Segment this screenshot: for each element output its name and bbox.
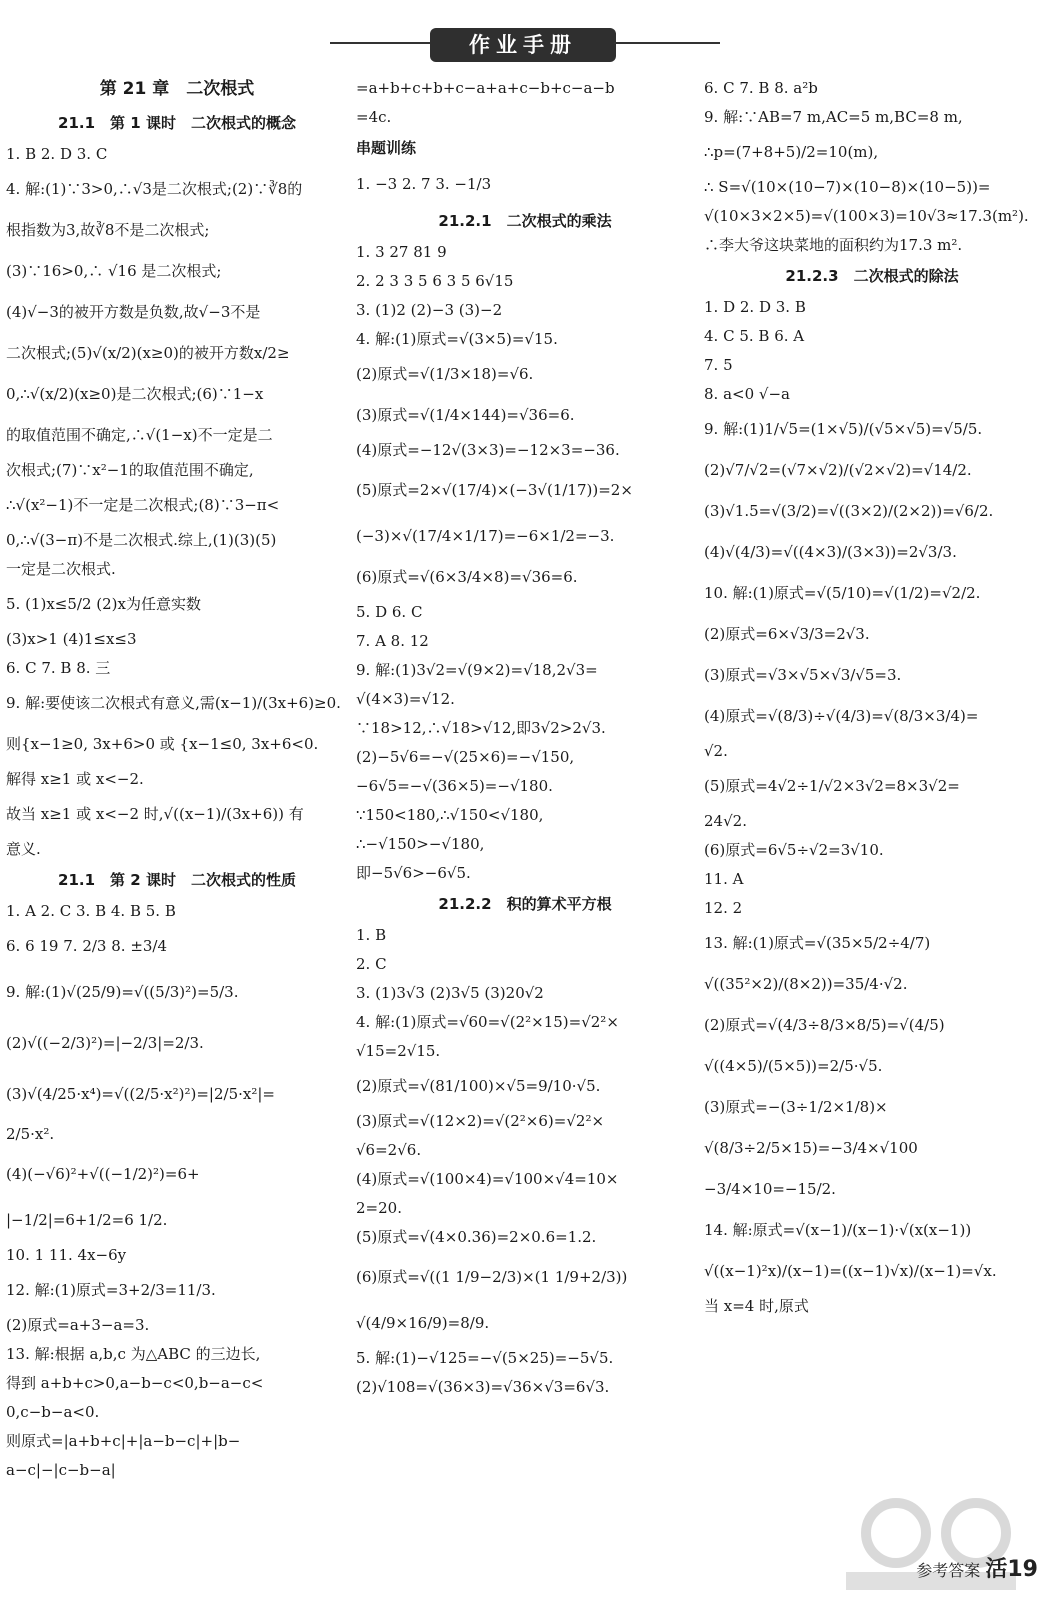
answer-line: 2. C [356,955,387,973]
answer-line: 10. 解:(1)原式=√(5/10)=√(1/2)=√2/2. [704,584,981,602]
answer-line: √((35²×2)/(8×2))=35/4·√2. [704,975,908,993]
answer-line: ∴p=(7+8+5)/2=10(m), [704,143,879,161]
answer-line: (3)原式=−(3÷1/2×1/8)× [704,1098,888,1116]
answer-line: 1. 3 27 81 9 [356,243,447,261]
answer-line: 根指数为3,故∛8不是二次根式; [6,221,210,239]
answer-line: 12. 解:(1)原式=3+2/3=11/3. [6,1281,216,1299]
column-1 [6,74,348,1485]
answer-line: 0,∴√(x/2)(x≥0)是二次根式;(6)∵1−x [6,385,264,403]
answer-line: ∴√(x²−1)不一定是二次根式;(8)∵3−π< [6,496,280,514]
answer-line: 7. A 8. 12 [356,632,429,650]
answer-line: (4)原式=−12√(3×3)=−12×3=−36. [356,441,620,459]
answer-line: 则{x−1≥0, 3x+6>0 或 {x−1≤0, 3x+6<0. [6,735,319,753]
answer-line: =4c. [356,108,392,126]
answer-line: (2)原式=√(1/3×18)=√6. [356,365,534,383]
answer-line: 10. 1 11. 4x−6y [6,1246,127,1264]
answer-line: 得到 a+b+c>0,a−b−c<0,b−a−c< [6,1374,264,1392]
answer-line: (3)∵16>0,∴ √16 是二次根式; [6,262,222,280]
section-heading: 21.2.3 二次根式的除法 [785,267,959,285]
answer-line: (2)√108=√(36×3)=√36×√3=6√3. [356,1378,610,1396]
answer-line: (4)√(4/3)=√((4×3)/(3×3))=2√3/3. [704,543,957,561]
answer-line: (3)√(4/25·x⁴)=√((2/5·x²)²)=|2/5·x²|= [6,1085,275,1103]
answer-line: ∵18>12,∴√18>√12,即3√2>2√3. [356,719,606,737]
answer-line: 12. 2 [704,899,743,917]
answer-line: −3/4×10=−15/2. [704,1180,836,1198]
answer-line: 2/5·x². [6,1125,55,1143]
answer-line: 即−5√6>−6√5. [356,864,471,882]
answer-line: 意义. [6,840,41,858]
answer-line: √(4/9×16/9)=8/9. [356,1314,490,1332]
answer-line: 则原式=|a+b+c|+|a−b−c|+|b− [6,1432,241,1450]
answer-line: 1. A 2. C 3. B 4. B 5. B [6,902,176,920]
banner-rule-right [614,42,720,44]
answer-line: 3. (1)3√3 (2)3√5 (3)20√2 [356,984,544,1002]
answer-line: 5. 解:(1)−√125=−√(5×25)=−5√5. [356,1349,614,1367]
answer-line: 0,c−b−a<0. [6,1403,100,1421]
answer-line: 4. 解:(1)∵3>0,∴√3是二次根式;(2)∵∛8的 [6,180,303,198]
column-3 [704,74,1040,1321]
answer-line: 一定是二次根式. [6,560,116,578]
answer-line: 1. B 2. D 3. C [6,145,108,163]
answer-line: a−c|−|c−b−a| [6,1461,116,1479]
answer-line: 4. 解:(1)原式=√(3×5)=√15. [356,330,558,348]
banner-title: 作业手册 [430,28,616,62]
answer-line: 5. (1)x≤5/2 (2)x为任意实数 [6,595,201,613]
answer-line: 1. D 2. D 3. B [704,298,806,316]
answer-line: √15=2√15. [356,1042,441,1060]
answer-line: 14. 解:原式=√(x−1)/(x−1)·√(x(x−1)) [704,1221,972,1239]
answer-line: 13. 解:根据 a,b,c 为△ABC 的三边长, [6,1345,261,1363]
answer-line: 2=20. [356,1199,402,1217]
answer-line: (5)原式=2×√(17/4)×(−3√(1/17))=2× [356,481,633,499]
answer-line: (6)原式=√((1 1/9−2/3)×(1 1/9+2/3)) [356,1268,628,1286]
answer-line: ∵150<180,∴√150<√180, [356,806,544,824]
answer-line: (2)原式=√(4/3÷8/3×8/5)=√(4/5) [704,1016,945,1034]
answer-line: 13. 解:(1)原式=√(35×5/2÷4/7) [704,934,931,952]
answer-line: |−1/2|=6+1/2=6 1/2. [6,1211,168,1229]
answer-line: (3)原式=√3×√5×√3/√5=3. [704,666,902,684]
answer-line: 11. A [704,870,744,888]
answer-line: 二次根式;(5)√(x/2)(x≥0)的被开方数x/2≥ [6,344,290,362]
answer-line: (4)原式=√(100×4)=√100×√4=10× [356,1170,619,1188]
answer-line: −6√5=−√(36×5)=−√180. [356,777,553,795]
answer-line: 当 x=4 时,原式 [704,1297,809,1315]
answer-line: 0,∴√(3−π)不是二次根式.综上,(1)(3)(5) [6,531,277,549]
answer-line: (3)原式=√(1/4×144)=√36=6. [356,406,575,424]
answer-line: 1. B [356,926,387,944]
column-2 [356,74,694,1402]
answer-line: ∴ S=√(10×(10−7)×(10−8)×(10−5))= [704,178,991,196]
answer-line: (2)原式=a+3−a=3. [6,1316,150,1334]
banner-rule-left [330,42,432,44]
banner-area [0,28,1048,68]
answer-line: 2. 2 3 3 5 6 3 5 6√15 [356,272,514,290]
answer-line: 9. 解:(1)√(25/9)=√((5/3)²)=5/3. [6,983,239,1001]
answer-line: (3)原式=√(12×2)=√(2²×6)=√2²× [356,1112,605,1130]
answer-line: 7. 5 [704,356,733,374]
answer-line: 6. 6 19 7. 2/3 8. ±3/4 [6,937,168,955]
answer-line: (−3)×√(17/4×1/17)=−6×1/2=−3. [356,527,615,545]
answer-line: (4)原式=√(8/3)÷√(4/3)=√(8/3×3/4)= [704,707,979,725]
page-number: 活19 [985,1557,1038,1582]
answer-line: 9. 解:(1)1/√5=(1×√5)/(√5×√5)=√5/5. [704,420,983,438]
answer-line: (5)原式=√(4×0.36)=2×0.6=1.2. [356,1228,597,1246]
answer-line: 故当 x≥1 或 x<−2 时,√((x−1)/(3x+6)) 有 [6,805,304,823]
answer-line: (2)原式=6×√3/3=2√3. [704,625,870,643]
answer-line: 3. (1)2 (2)−3 (3)−2 [356,301,503,319]
answer-line: (4)(−√6)²+√((−1/2)²)=6+ [6,1165,200,1183]
answer-line: (6)原式=√(6×3/4×8)=√36=6. [356,568,578,586]
answer-line: (2)原式=√(81/100)×√5=9/10·√5. [356,1077,601,1095]
section-heading: 21.1 第 1 课时 二次根式的概念 [58,114,296,132]
answer-line: √6=2√6. [356,1141,422,1159]
answer-line: √((4×5)/(5×5))=2/5·√5. [704,1057,883,1075]
answer-line: 9. 解:(1)3√2=√(9×2)=√18,2√3= [356,661,598,679]
answer-line: 9. 解:∵AB=7 m,AC=5 m,BC=8 m, [704,108,963,126]
answer-line: 的取值范围不确定,∴√(1−x)不一定是二 [6,426,273,444]
answer-line: 5. D 6. C [356,603,423,621]
answer-line: 解得 x≥1 或 x<−2. [6,770,144,788]
answer-line: 6. C 7. B 8. 三 [6,659,111,677]
answer-line: ∴李大爷这块菜地的面积约为17.3 m². [704,236,963,254]
answer-line: 4. 解:(1)原式=√60=√(2²×15)=√2²× [356,1013,619,1031]
answer-line: (2)√((−2/3)²)=|−2/3|=2/3. [6,1034,204,1052]
answer-line: √((x−1)²x)/(x−1)=((x−1)√x)/(x−1)=√x. [704,1262,997,1280]
answer-line: 24√2. [704,812,747,830]
answer-line: (6)原式=6√5÷√2=3√10. [704,841,884,859]
page-footer [916,1552,1038,1583]
answer-line: (5)原式=4√2÷1/√2×3√2=8×3√2= [704,777,960,795]
chapter-title: 第 21 章 二次根式 [99,79,255,99]
answer-line: ∴−√150>−√180, [356,835,485,853]
answer-line: √(10×3×2×5)=√(100×3)=10√3≈17.3(m²). [704,207,1029,225]
answer-line: 1. −3 2. 7 3. −1/3 [356,175,492,193]
answer-line: 9. 解:要使该二次根式有意义,需(x−1)/(3x+6)≥0. [6,694,341,712]
answer-line: √2. [704,742,728,760]
answer-line: √(8/3÷2/5×15)=−3/4×√100 [704,1139,918,1157]
answer-line: (3)√1.5=√(3/2)=√((3×2)/(2×2))=√6/2. [704,502,994,520]
section-heading: 串题训练 [356,139,417,157]
section-heading: 21.1 第 2 课时 二次根式的性质 [58,871,296,889]
answer-line: 次根式;(7)∵x²−1的取值范围不确定, [6,461,254,479]
section-heading: 21.2.1 二次根式的乘法 [438,212,612,230]
answer-line: (4)√−3的被开方数是负数,故√−3不是 [6,303,261,321]
answer-line: =a+b+c+b+c−a+a+c−b+c−a−b [356,79,615,97]
answer-line: (2)−5√6=−√(25×6)=−√150, [356,748,575,766]
answer-line: √(4×3)=√12. [356,690,455,708]
footer-label: 参考答案 [916,1561,981,1580]
answer-line: (3)x>1 (4)1≤x≤3 [6,630,137,648]
answer-line: 8. a<0 √−a [704,385,790,403]
answer-line: 4. C 5. B 6. A [704,327,805,345]
answer-line: (2)√7/√2=(√7×√2)/(√2×√2)=√14/2. [704,461,972,479]
section-heading: 21.2.2 积的算术平方根 [438,895,612,913]
answer-line: 6. C 7. B 8. a²b [704,79,818,97]
